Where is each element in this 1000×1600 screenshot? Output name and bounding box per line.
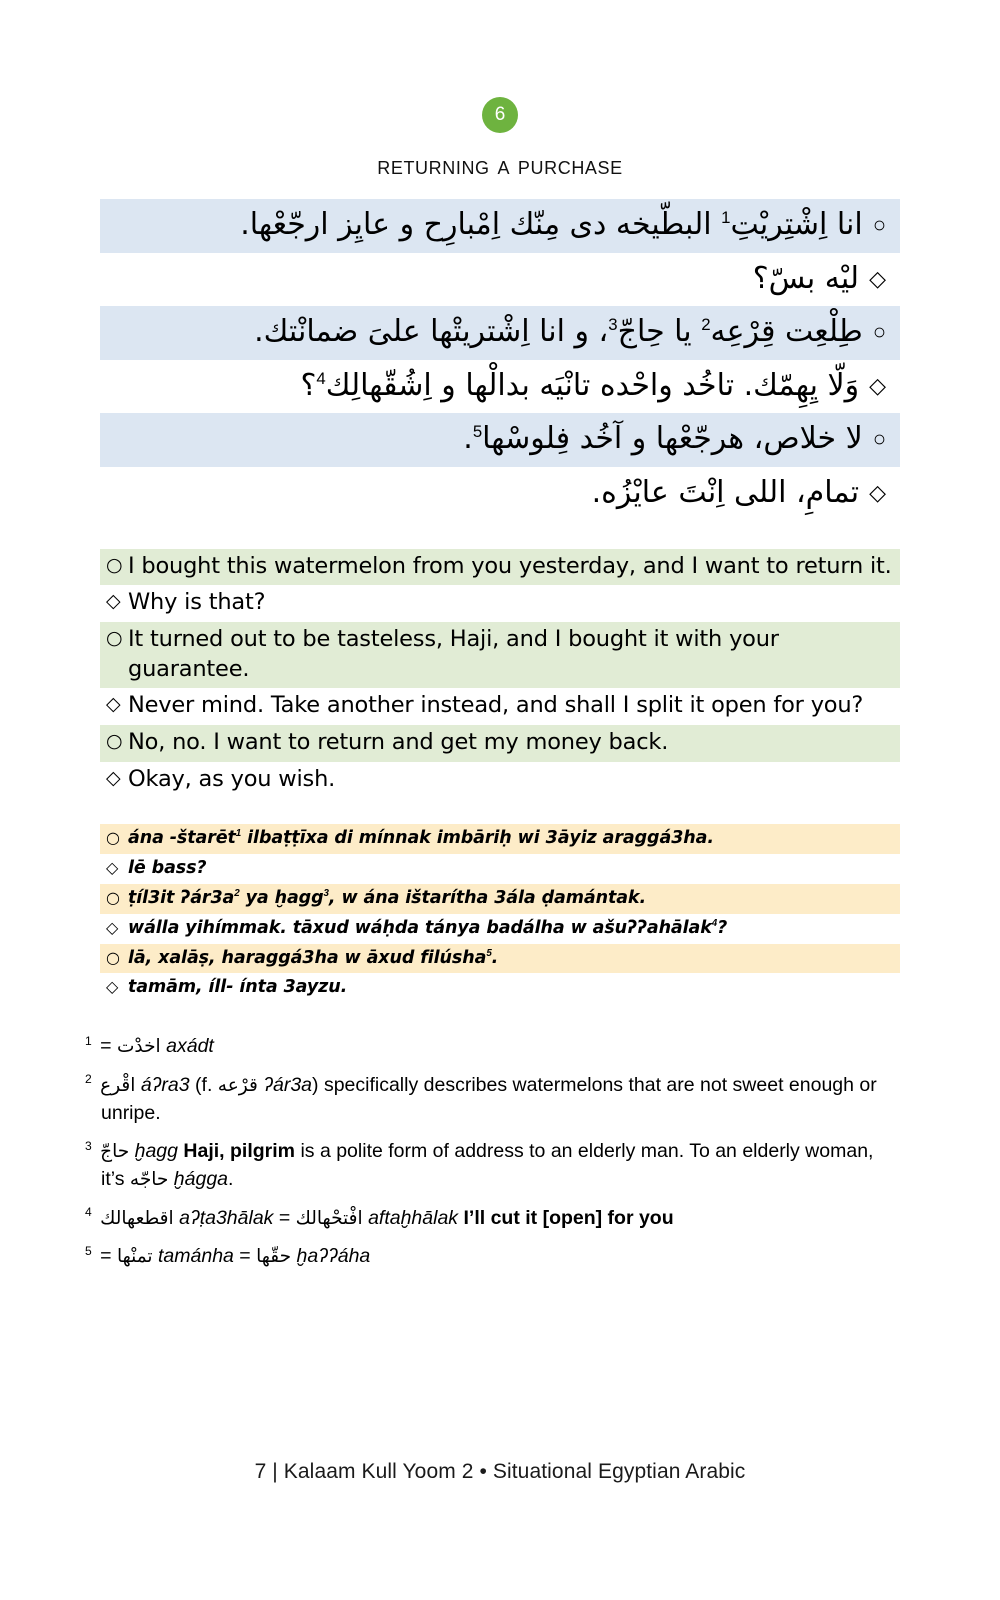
speaker-diamond-icon: ◇ (869, 479, 886, 505)
speaker-circle-icon: ○ (872, 319, 886, 345)
speaker-diamond-icon: ◇ (869, 372, 886, 398)
page-footer: 7 | Kalaam Kull Yoom 2 • Situational Egyptian Arabic (254, 1460, 746, 1483)
footnote-item: $^2$ اقْرع áʔra3 (f. قرْعه ʔár3a) specifically describes watermelons that are not sweet enough or unripe. (85, 1072, 877, 1124)
transliteration-text: lā, xalāṣ, haraggá3ha w āxud filúsha$^5$. (128, 947, 499, 968)
english-dialogue-line (100, 622, 900, 688)
footnote-number: 3 (85, 1138, 92, 1153)
english-dialogue-text: Never mind. Take another instead, and shall I split it open for you? (128, 692, 864, 719)
english-dialogue-text: I bought this watermelon from you yesterday, and I want to return it. (128, 552, 892, 579)
transliteration-block (100, 824, 900, 1003)
speaker-diamond-icon: ◇ (106, 590, 121, 613)
english-dialogue-text: No, no. I want to return and get my money back. (128, 729, 669, 755)
transliteration-line (100, 854, 900, 884)
speaker-diamond-icon: ◇ (106, 917, 119, 937)
arabic-dialogue-line (100, 306, 900, 360)
speaker-circle-icon: ○ (872, 426, 886, 452)
footnote-item: $^4$ اقطعهالك aʔṭa3hālak = افْتحْهالك aftaḫhālak I’ll cut it [open] for you (85, 1205, 674, 1229)
transliteration-line (100, 944, 900, 974)
arabic-dialogue-text: طِلْعِت قِرْعِه$^2$ يا حِاجّ$^3$، و انا اِشْتريتْها علىَ ضمانْتك. (254, 314, 863, 350)
footnote-number: 5 (85, 1243, 92, 1258)
arabic-dialogue-line (100, 467, 900, 521)
transliteration-text: lē bass? (128, 858, 207, 879)
arabic-dialogue-text: انا اِشْتِريْتِ$^1$ البطّيخه دى مِنّك اِمْبارِح و عايِز ارجّعْها. (240, 207, 863, 242)
speaker-diamond-icon: ◇ (869, 265, 886, 291)
transliteration-text: wálla yihímmak. tāxud wáḥda tánya badálha w ašuʔʔahālak$^4$? (128, 917, 728, 938)
speaker-circle-icon: ○ (106, 947, 120, 967)
speaker-diamond-icon: ◇ (106, 693, 121, 716)
footnotes-block (85, 1033, 900, 1271)
speaker-circle-icon: ○ (106, 626, 123, 649)
arabic-dialogue-line (100, 199, 900, 253)
english-dialogue-line (100, 585, 900, 622)
arabic-dialogue-text: تمامِ، اللى اِنْتَ عايْزُه. (591, 474, 860, 510)
footnote-number: 2 (85, 1072, 92, 1087)
english-dialogue-text: It turned out to be tasteless, Haji, and I bought it with your guarantee. (128, 625, 779, 682)
speaker-diamond-icon: ◇ (106, 977, 119, 997)
transliteration-text: tamām, íll- ínta 3ayzu. (128, 977, 348, 998)
footnote-item: $^3$ حاجّ ḫagg Haji, pilgrim is a polite form of address to an elderly man. To an elderly woman, it’s حاجّه ḫágga. (85, 1138, 874, 1190)
transliteration-line (100, 973, 900, 1003)
arabic-dialogue-text: ليْه بسّ؟ (752, 260, 860, 296)
arabic-dialogue-line (100, 413, 900, 467)
transliteration-line (100, 824, 900, 854)
english-dialogue-line (100, 549, 900, 586)
lesson-badge-row (0, 0, 1000, 133)
transliteration-text: ána -štarēt$^1$ ilbaṭṭīxa di mínnak imbāriḥ wi 3āyiz araggá3ha. (128, 828, 714, 849)
speaker-diamond-icon: ◇ (106, 858, 119, 878)
speaker-circle-icon: ○ (106, 553, 123, 576)
arabic-dialogue-line (100, 360, 900, 414)
arabic-dialogue-text: وَلّا يِهِمّك. تاخُد واحْده تانْيَه بدالْها و اِشُقّهالِك$^4$؟ (300, 367, 860, 403)
arabic-dialogue-text: لا خلاص، هرجّعْها و آخُد فِلوسْها$^5$. (463, 421, 863, 457)
english-dialogue-line (100, 725, 900, 762)
speaker-diamond-icon: ◇ (106, 766, 121, 789)
lesson-number-badge: 6 (482, 97, 518, 133)
transliteration-line (100, 914, 900, 944)
english-dialogue-line (100, 688, 900, 725)
speaker-circle-icon: ○ (872, 212, 886, 237)
footnote-number: 4 (85, 1205, 92, 1220)
speaker-circle-icon: ○ (106, 828, 120, 848)
page-title: returning a purchase (377, 150, 623, 180)
speaker-circle-icon: ○ (106, 730, 123, 752)
arabic-dialogue-block (0, 199, 1000, 521)
footnote-number: 1 (85, 1033, 92, 1048)
english-dialogue-text: Why is that? (128, 589, 266, 616)
english-dialogue-text: Okay, as you wish. (128, 765, 336, 792)
english-dialogue-line (100, 762, 900, 799)
footnote-item: $^1$ = اخدْت axádt (85, 1033, 214, 1058)
transliteration-text: ṭíl3it ʔár3a$^2$ ya ḫagg$^3$, w ána ištarítha 3ála ḍamántak. (128, 887, 647, 908)
english-dialogue-block (100, 549, 900, 799)
transliteration-line (100, 884, 900, 914)
arabic-dialogue-line (100, 253, 900, 307)
footnote-item: $^5$ = تمنْها tamánha = حقّها ḫaʔʔáha (85, 1243, 371, 1268)
speaker-circle-icon: ○ (106, 887, 120, 907)
